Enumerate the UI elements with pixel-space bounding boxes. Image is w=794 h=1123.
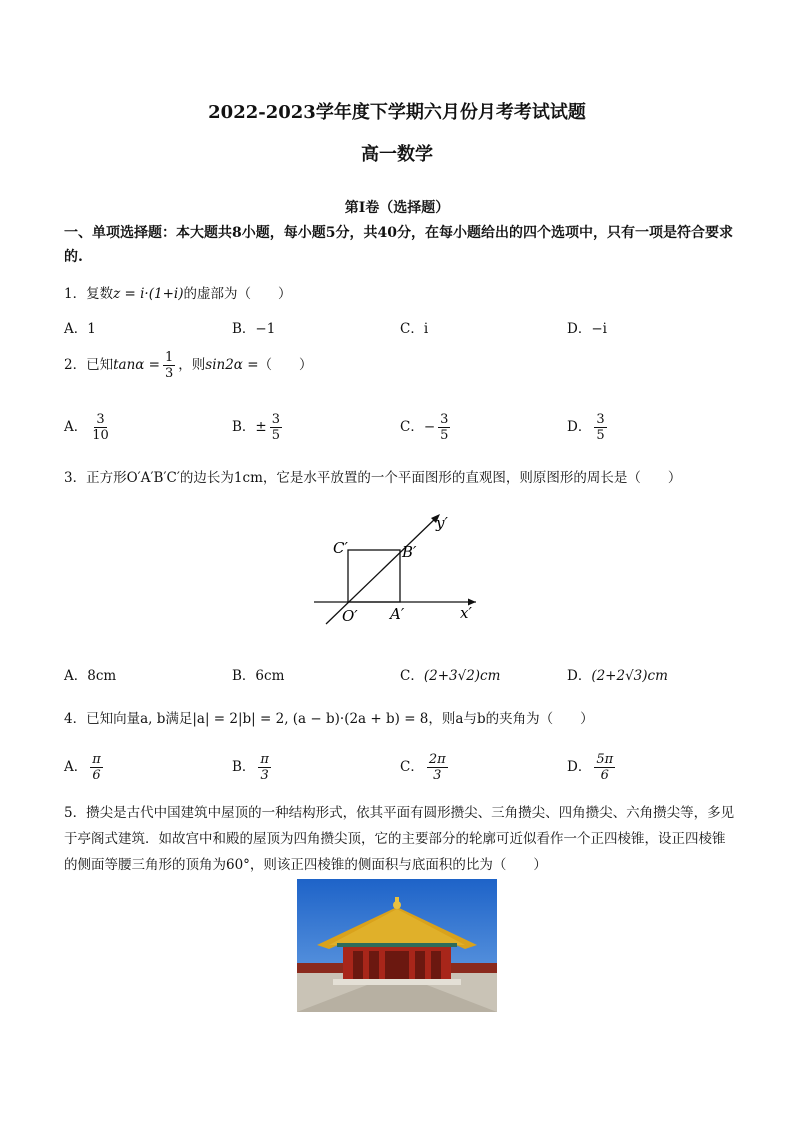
q2-b-frac [270, 412, 282, 443]
roof-finial-spire [395, 897, 399, 905]
q2-d-den: 5 [596, 428, 605, 443]
label-a: A′ [390, 605, 405, 623]
q4-c-frac [427, 752, 448, 783]
oblique-square-figure [308, 510, 488, 630]
q4-d-num: 5π [596, 752, 614, 767]
q3-d-label: D． [567, 668, 592, 684]
q2-fraction [163, 350, 175, 381]
q2-a-den: 10 [92, 428, 109, 443]
q2-c-label: C．− [400, 419, 436, 435]
q2-lhs: tanα = [113, 357, 160, 373]
q4-option-c[interactable] [400, 752, 451, 783]
q2-b-num: 3 [271, 412, 281, 427]
q2-c-num: 3 [440, 412, 449, 427]
zhonghe-hall-photo [297, 879, 497, 1012]
question-5: 5．攒尖是古代中国建筑中屋顶的一种结构形式，依其平面有圆形攒尖、三角攒尖、四角攒尖、六角攒尖等，多见于亭阁式建筑．如故宫中和殿的屋顶为四角攒尖顶，它的主要部分的轮廓可近似看作一个正四棱锥，设正四棱锥的侧面等腰三角形的顶角为60°，则该正四棱锥的侧面积与底面积的比为（ ） [64, 805, 735, 873]
q4-b-num: π [260, 752, 269, 767]
q1-post: 的虚部为（ ） [183, 286, 292, 302]
question-3: 3．正方形O′A′B′C′的边长为1cm，它是水平放置的一个平面图形的直观图，则原图形的周长是（ ） [64, 470, 682, 486]
q2-b-label: B．± [232, 419, 267, 435]
q4-b-den: 3 [260, 768, 269, 783]
roof-eave-bracket [337, 943, 457, 947]
q2-a-label: A． [64, 419, 88, 435]
section-instructions: 一、单项选择题：本大题共8小题，每小题5分，共40分，在每小题给出的四个选项中，只有一项是符合要求的. [64, 225, 733, 265]
hall-illustration [297, 879, 497, 1012]
q1-option-a[interactable]: A．1 [64, 321, 96, 337]
label-x: x′ [460, 604, 472, 622]
q3-c-label: C． [400, 668, 424, 684]
q2-a-num: 3 [96, 412, 105, 427]
q1-expression: z = i·(1+i) [113, 286, 184, 302]
q3-option-b[interactable]: B．6cm [232, 668, 285, 684]
square-o-a-b-c [348, 550, 400, 602]
q4-d-den: 6 [600, 768, 609, 783]
q4-option-d[interactable] [567, 752, 618, 783]
marble-balustrade [333, 979, 461, 985]
q4-option-a[interactable] [64, 752, 106, 783]
q2-number: 2． [64, 357, 87, 373]
q2-option-a[interactable] [64, 412, 114, 443]
q2-fraction-den: 3 [164, 366, 174, 381]
q4-a-label: A． [64, 759, 88, 775]
q4-a-den: 6 [92, 768, 101, 783]
section-heading: 第Ⅰ卷（选择题） [344, 200, 450, 216]
q4-option-b[interactable] [232, 752, 274, 783]
q3-option-a[interactable]: A．8cm [64, 668, 117, 684]
q2-rhs: sin2α = [205, 357, 259, 373]
q1-option-b[interactable]: B．−1 [232, 321, 276, 337]
q4-b-frac [258, 752, 271, 783]
subject-title: 高一数学 [361, 144, 433, 165]
q2-d-label: D． [567, 419, 592, 435]
q3-option-c[interactable] [400, 664, 500, 684]
q2-mid: ，则 [178, 357, 206, 373]
q3-option-d[interactable] [567, 664, 668, 684]
q1-option-c[interactable]: C．i [400, 321, 429, 337]
q2-b-den: 5 [271, 428, 281, 443]
q2-option-d[interactable] [567, 412, 610, 443]
q1-number: 1． [64, 286, 87, 302]
q4-b-label: B． [232, 759, 256, 775]
q4-d-frac [594, 752, 615, 783]
label-c: C′ [333, 539, 348, 557]
q4-a-frac [90, 752, 103, 783]
q1-option-d[interactable]: D．−i [567, 321, 607, 337]
q1-pre: 复数 [86, 286, 114, 302]
label-o: O′ [342, 607, 358, 625]
q2-fraction-num: 1 [164, 350, 174, 365]
q3-c-expr: (2+3√2)cm [423, 668, 501, 684]
label-y: y′ [436, 514, 448, 532]
label-b: B′ [402, 543, 417, 561]
q2-option-b[interactable] [232, 412, 285, 443]
q2-c-frac [438, 412, 450, 443]
q2-post: （ ） [258, 357, 313, 373]
q2-pre: 已知 [86, 357, 114, 373]
question-1 [64, 282, 291, 302]
q4-c-label: C． [400, 759, 424, 775]
q2-option-c[interactable] [400, 412, 453, 443]
q4-a-num: π [92, 752, 101, 767]
q2-d-num: 3 [596, 412, 605, 427]
question-4: 4．已知向量a, b满足|a| = 2|b| = 2, (a − b)·(2a + b) = 8，则a与b的夹角为（ ） [64, 711, 594, 727]
q2-d-frac [594, 412, 606, 443]
q4-c-num: 2π [428, 752, 446, 767]
q2-a-frac [90, 412, 111, 443]
q2-c-den: 5 [440, 428, 449, 443]
q3-d-expr: (2+2√3)cm [591, 668, 668, 684]
question-2 [64, 350, 313, 381]
q4-d-label: D． [567, 759, 592, 775]
q4-c-den: 3 [433, 768, 442, 783]
exam-title: 2022-2023学年度下学期六月份月考考试试题 [208, 102, 586, 123]
